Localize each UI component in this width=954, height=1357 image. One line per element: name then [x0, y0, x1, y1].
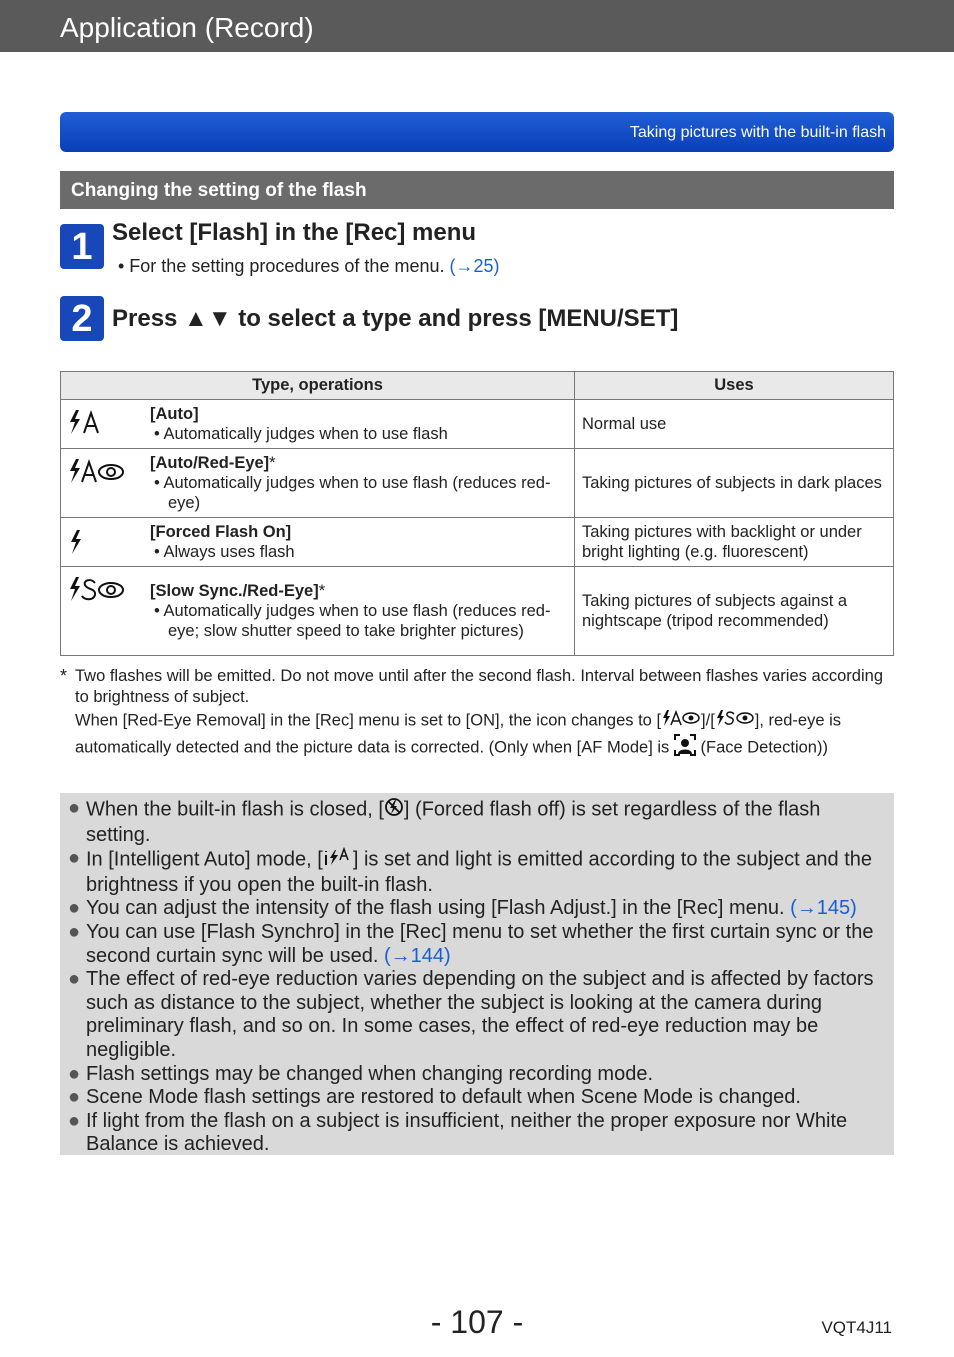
flash-modes-table [60, 371, 894, 656]
footnote-mark: * [60, 666, 68, 686]
step-1-link[interactable]: (→25) [449, 256, 500, 276]
list-item: ● Scene Mode flash settings are restored to default when Scene Mode is changed. [68, 1086, 801, 1109]
op-name: [Slow Sync./Red-Eye]* [150, 582, 326, 600]
step-2-title: Press ▲▼ to select a type and press [MENU/SET] [112, 305, 679, 332]
footnote-line-2: When [Red-Eye Removal] in the [Rec] menu is set to [ON], the icon changes to [ ]/[ ], red-eye is automatically detected and the picture data is corrected. (Only when [AF Mode] is (Face Detection)) [60, 708, 894, 762]
flash-forced-on-icon [67, 527, 85, 562]
notes-box [60, 793, 894, 1155]
step-1-number: 1 [60, 224, 104, 269]
subheading-bar [60, 171, 894, 209]
table-row [61, 518, 894, 567]
op-cell [61, 400, 575, 449]
intelligent-auto-flash-icon [323, 847, 353, 874]
footnote [60, 666, 894, 762]
header-type-operations: Type, operations [61, 372, 575, 400]
list-item: ● Flash settings may be changed when changing recording mode. [68, 1062, 654, 1085]
op-desc: • Automatically judges when to use flash [154, 425, 448, 443]
flash-off-icon [384, 797, 404, 824]
op-name: [Auto] [150, 405, 199, 423]
uses-cell: Taking pictures of subjects in dark places [575, 449, 894, 518]
list-item: ● You can adjust the intensity of the flash using [Flash Adjust.] in the [Rec] menu. (→145) [68, 897, 857, 920]
top-bar [0, 0, 954, 52]
footnote-line-1: Two flashes will be emitted. Do not move until after the second flash. Interval between flashes varies according to brightness of subject. [75, 667, 884, 706]
table-row [61, 400, 894, 449]
op-cell [61, 449, 575, 518]
link-flash-adjust[interactable]: (→145) [790, 897, 857, 920]
step-1-title: Select [Flash] in the [Rec] menu [112, 219, 477, 246]
flash-auto-icon [67, 407, 103, 442]
page-title: Application (Record) [60, 12, 314, 43]
step-1-note [118, 256, 500, 277]
step-2-number: 2 [60, 296, 104, 341]
list-item: ● In [Intelligent Auto] mode, [ ] is set and light is emitted according to the subject and the brightness if you open the built-in flash. [68, 847, 873, 896]
list-item: ● If light from the flash on a subject is insufficient, neither the proper exposure nor White Balance is achieved. [68, 1109, 848, 1156]
op-desc: • Always uses flash [154, 543, 295, 561]
link-flash-synchro[interactable]: (→144) [383, 944, 451, 967]
uses-cell: Taking pictures of subjects against a nightscape (tripod recommended) [575, 567, 894, 656]
op-desc: • Automatically judges when to use flash (reduces red-eye) [154, 474, 551, 512]
op-name: [Forced Flash On] [150, 523, 292, 541]
header-uses: Uses [575, 372, 894, 400]
op-cell [61, 567, 575, 656]
table-row [61, 567, 894, 656]
section-band [60, 112, 894, 152]
section-label: Taking pictures with the built-in flash [629, 124, 886, 141]
subheading: Changing the setting of the flash [71, 180, 367, 201]
table-header-row [61, 372, 894, 400]
face-detection-icon [674, 734, 696, 762]
flash-slow-sync-red-eye-icon [67, 574, 127, 609]
flash-auto-red-eye-icon [67, 456, 127, 491]
list-item: ● When the built-in flash is closed, [ ] (Forced flash off) is set regardless of the flash setting. [68, 797, 821, 846]
flash-auto-red-eye-removal-icon [661, 708, 701, 734]
list-item: ● You can use [Flash Synchro] in the [Rec] menu to set whether the first curtain sync or the second curtain sync will be used. (→144) [68, 920, 874, 967]
uses-cell: Normal use [575, 400, 894, 449]
op-name: [Auto/Red-Eye]* [150, 454, 276, 472]
step-1-note-text: • For the setting procedures of the menu. [118, 256, 445, 276]
page-number: - 107 - [430, 1304, 524, 1340]
table-row [61, 449, 894, 518]
list-item: ● The effect of red-eye reduction varies depending on the subject and is affected by factors such as distance to the subject, whether the subject is looking at the camera during preliminary flash, and so on. In some cases, the effect of red-eye reduction may be negligible. [68, 968, 874, 1061]
op-desc: • Automatically judges when to use flash (reduces red-eye; slow shutter speed to take brighter pictures) [154, 602, 551, 640]
uses-cell: Taking pictures with backlight or under bright lighting (e.g. fluorescent) [575, 518, 894, 567]
op-cell [61, 518, 575, 567]
model-code: VQT4J11 [821, 1318, 892, 1337]
flash-slow-sync-red-eye-removal-icon [715, 708, 755, 734]
